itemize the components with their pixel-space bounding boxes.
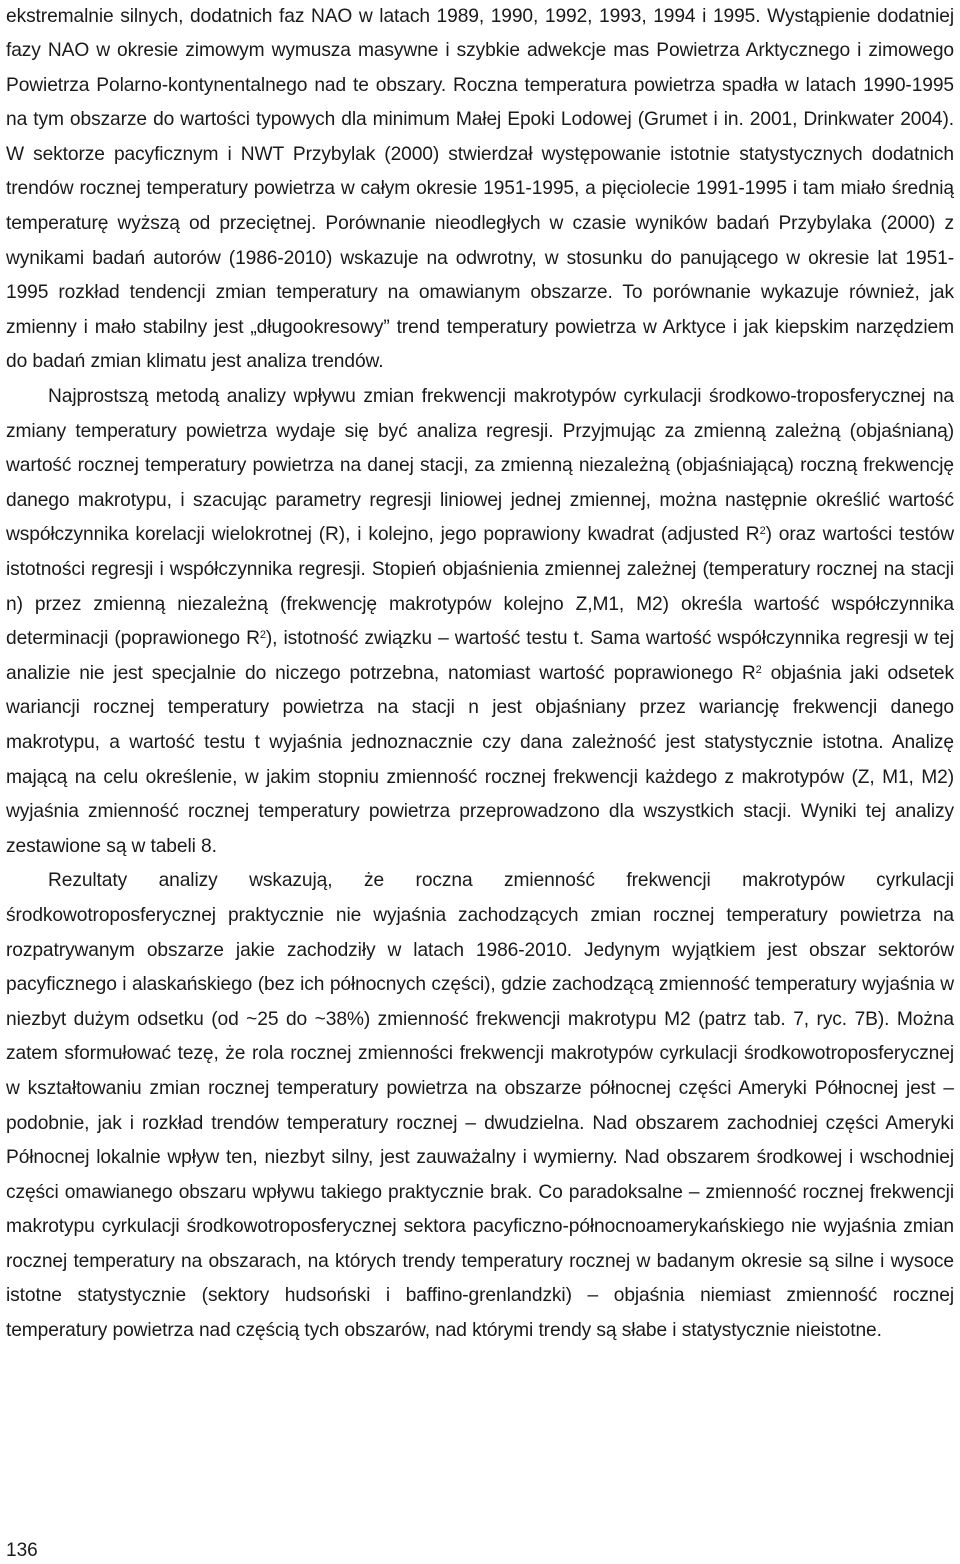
- paragraph-2-text-d: objaśnia jaki odsetek wariancji rocznej temperatury powietrza na stacji n jest objaśniany przez wariancję frekwencji danego makrotypu, a wartość testu t wyjaśnia jednoznacznie czy dana zależność jest statystycznie istotna. Analizę mającą na celu określenie, w jakim stopniu zmienność rocznej frekwencji każdego z makrotypów (Z, M1, M2) wyjaśnia zmienność rocznej temperatury powietrza przeprowadzono dla wszystkich stacji. Wyniki tej analizy zestawione są w tabeli 8.: [6, 662, 954, 857]
- paragraph-2: [6, 380, 954, 864]
- paragraph-1: [6, 0, 954, 380]
- paragraph-3: [6, 864, 954, 1348]
- paragraph-2-text-b: ) oraz wartości testów istotności regresji i współczynnika regresji. Stopień objaśnienia zmiennej zależnej (temperatury rocznej na stacji n) przez zmienną niezależną (frekwencję makrotypów kolejno Z,M1, M2) określa wartość współczynnika determinacji (poprawionego R: [6, 524, 954, 650]
- paragraph-1-text: ekstremalnie silnych, dodatnich faz NAO w latach 1989, 1990, 1992, 1993, 1994 i 1995. Wystąpienie dodatniej fazy NAO w okresie zimowym wymusza masywne i szybkie adwekcje mas Powietrza Arktycznego i zimowego Powietrza Polarno-kontynentalnego nad te obszary. Roczna temperatura powietrza spadła w latach 1990-1995 na tym obszarze do wartości typowych dla minimum Małej Epoki Lodowej (Grumet i in. 2001, Drinkwater 2004). W sektorze pacyficznym i NWT Przybylak (2000) stwierdzał występowanie istotnie statystycznych dodatnich trendów rocznej temperatury powietrza w całym okresie 1951-1995, a pięciolecie 1991-1995 i tam miało średnią temperaturę wyższą od przeciętnej. Porównanie nieodległych w czasie wyników badań Przybylaka (2000) z wynikami badań autorów (1986-2010) wskazuje na odwrotny, w stosunku do panującego w okresie lat 1951-1995 rozkład tendencji zmian temperatury na omawianym obszarze. To porównanie wykazuje również, jak zmienny i mało stabilny jest „długookresowy” trend temperatury powietrza w Arktyce i jak kiepskim narzędziem do badań zmian klimatu jest analiza trendów.: [6, 5, 954, 373]
- paragraph-3-text: Rezultaty analizy wskazują, że roczna zmienność frekwencji makrotypów cyrkulacji środkowotroposferycznej praktycznie nie wyjaśnia zachodzących zmian rocznej temperatury powietrza na rozpatrywanym obszarze jakie zachodziły w latach 1986-2010. Jedynym wyjątkiem jest obszar sektorów pacyficznego i alaskańskiego (bez ich północnych części), gdzie zachodzącą zmienność temperatury wyjaśnia w niezbyt dużym odsetku (od ~25 do ~38%) zmienność frekwencji makrotypu M2 (patrz tab. 7, ryc. 7B). Można zatem sformułować tezę, że rola rocznej zmienności frekwencji makrotypów cyrkulacji środkowotroposferycznej w kształtowaniu zmian rocznej temperatury powietrza na obszarze północnej części Ameryki Północnej jest – podobnie, jak i rozkład trendów temperatury rocznej – dwudzielna. Nad obszarem zachodniej części Ameryki Północnej lokalnie wpływ ten, niezbyt silny, jest zauważalny i wymierny. Nad obszarem środkowej i wschodniej części omawianego obszaru wpływu takiego praktycznie brak. Co paradoksalne – zmienność rocznej frekwencji makrotypu cyrkulacji środkowotroposferycznej sektora pacyficzno-północnoamerykańskiego nie wyjaśnia zmian rocznej temperatury na obszarach, na których trendy temperatury rocznej w badanym okresie są silne i wysoce istotne statystycznie (sektory hudsoński i baffino-grenlandzki) – objaśnia niemiast zmienność rocznej temperatury powietrza nad częścią tych obszarów, nad którymi trendy są słabe i statystycznie nieistotne.: [6, 870, 954, 1342]
- superscript-2: 2: [755, 663, 762, 676]
- paragraph-2-text-a: Najprostszą metodą analizy wpływu zmian frekwencji makrotypów cyrkulacji środkowo-troposferycznej na zmiany temperatury powietrza wydaje się być analiza regresji. Przyjmując za zmienną zależną (objaśnianą) wartość rocznej temperatury powietrza na danej stacji, za zmienną niezależną (objaśniającą) roczną frekwencję danego makrotypu, i szacując parametry regresji liniowej jednej zmiennej, można następnie określić wartość współczynnika korelacji wielokrotnej (R), i kolejno, jego poprawiony kwadrat (adjusted R: [6, 386, 954, 546]
- page-number: 136: [6, 1540, 38, 1561]
- superscript-2: 2: [759, 525, 766, 538]
- document-page: [6, 0, 954, 1349]
- superscript-2: 2: [259, 629, 266, 642]
- paragraph-2-text-c: ), istotność związku – wartość testu t. Sama wartość współczynnika regresji w tej analizie nie jest specjalnie do niczego potrzebna, natomiast wartość poprawionego R: [6, 628, 954, 684]
